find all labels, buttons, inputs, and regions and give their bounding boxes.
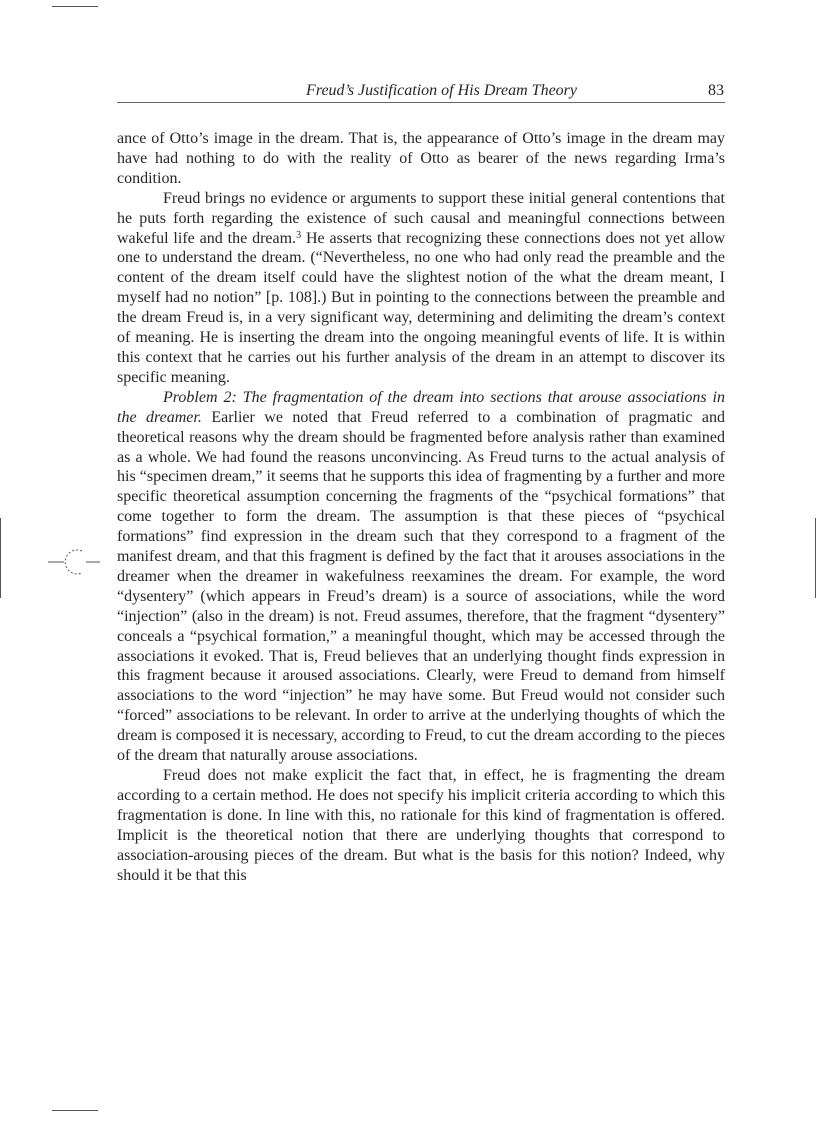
running-head: Freud’s Justification of His Dream Theory bbox=[306, 82, 577, 99]
paragraph bbox=[117, 388, 725, 766]
page-number: 83 bbox=[708, 82, 724, 99]
section-heading: Problem 2: The fragmentation of the dream into sections that arouse associations in the dreamer. bbox=[117, 388, 725, 426]
crop-mark-bottom-left bbox=[52, 1110, 98, 1111]
footnote-ref: 3 bbox=[296, 229, 302, 241]
body-text bbox=[117, 129, 725, 885]
registration-mark-icon bbox=[46, 544, 102, 580]
paragraph-text: Earlier we noted that Freud referred to a combination of pragmatic and theoretical reasons why the dream should be fragmented before analysis rather than examined as a whole. We had found the reasons unconvincing. As Freud turns to the actual analysis of his “specimen dream,” it seems that he supports this idea of fragmenting by a further and more specific theoretical assumption concerning the fragments of the “psychical formations” that come together to form the dream. The assumption is that these pieces of “psychical formations” find expression in the dream such that they correspond to a fragment of the manifest dream, and that this fragment is defined by the fact that it arouses associations in the dreamer when the dreamer in wakefulness reexamines the dream. For example, the word “dysentery” (which appears in Freud’s dream) is a source of associations, while the word “injection” (also in the dream) is not. Freud assumes, therefore, that the fragment “dysentery” conceals a “psychical formation,” a meaningful thought, which may be accessed through the associations it evoked. That is, Freud believes that an underlying thought finds expression in this fragment because it aroused associations. Clearly, were Freud to demand from himself associations to the word “injection” he may have some. But Freud would not consider such “forced” associations to be relevant. In order to arrive at the underlying thoughts of which the dream is composed it is necessary, according to Freud, to cut the dream according to the pieces of the dream that naturally arouse associations. bbox=[117, 408, 726, 765]
paragraph-text: Freud brings no evidence or arguments to support these initial general contentions that he puts forth regarding the existence of such causal and meaningful connections between wakeful life and the dream. bbox=[117, 189, 725, 247]
paragraph: Freud does not make explicit the fact that, in effect, he is fragmenting the dream according to a certain method. He does not specify his implicit criteria according to which this fragmentation is done. In line with this, no rationale for this kind of fragmentation is offered. Implicit is the theoretical notion that there are underlying thoughts that correspond to association-arousing pieces of the dream. But what is the basis for this notion? Indeed, why should it be that this bbox=[117, 767, 725, 884]
page-header bbox=[117, 80, 725, 103]
paragraph bbox=[117, 189, 725, 388]
crop-mark-left-edge bbox=[0, 518, 1, 598]
paragraph: ance of Otto’s image in the dream. That is, the appearance of Otto’s image in the dream may have had nothing to do with the reality of Otto as bearer of the news regarding Irma’s condition. bbox=[117, 130, 725, 187]
crop-mark-top-left bbox=[52, 6, 98, 7]
paragraph-text: He asserts that recognizing these connections does not yet allow one to understand the dream. (“Nevertheless, no one who had only read the preamble and the content of the dream itself could have the slightest notion of the what the dream meant, I myself had no notion” [p. 108].) But in pointing to the connections between the preamble and the dream Freud is, in a very significant way, determining and delimiting the dream’s context of meaning. He is inserting the dream into the ongoing meaningful events of life. It is within this context that he carries out his further analysis of the dream in an attempt to discover its specific meaning. bbox=[117, 229, 725, 386]
